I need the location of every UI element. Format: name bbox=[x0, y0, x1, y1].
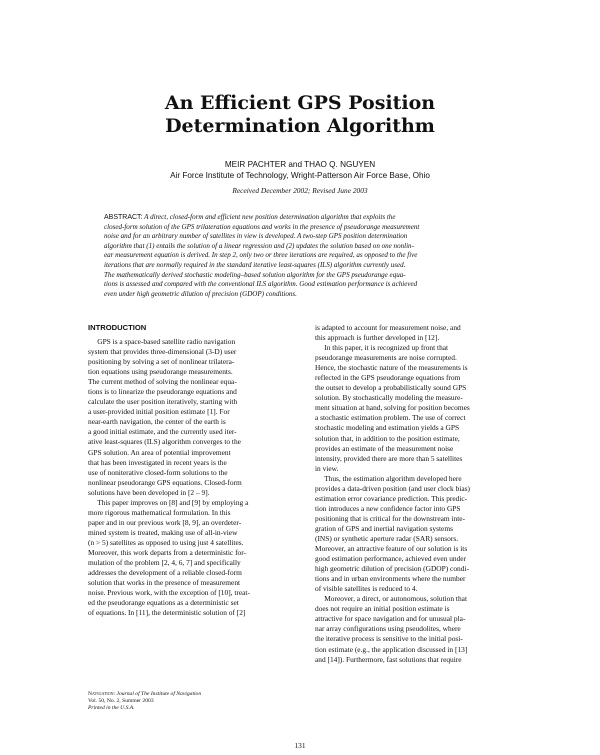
body-text-line: mined system is treated, making use of all-in-view bbox=[88, 527, 238, 537]
body-text-line: paper and in our previous work [8, 9], an overdeter- bbox=[88, 517, 242, 527]
title-line: An Efficient GPS Position bbox=[164, 92, 436, 114]
abstract-line: noise and for an arbitrary number of satellites in view is developed. A two-step GPS position determination bbox=[104, 232, 408, 241]
body-text-line: attractive for space navigation and for unusual pla- bbox=[315, 614, 466, 624]
footnote-journal bbox=[88, 691, 288, 698]
body-text-line: that has been investigated in recent years is the bbox=[88, 457, 227, 467]
body-text-line: tions and in urban environments where the number bbox=[315, 574, 466, 584]
body-text-line: (n > 5) satellites as opposed to using just 4 satellites. bbox=[88, 537, 244, 547]
received-dates: Received December 2002; Revised June 2003 bbox=[232, 186, 368, 195]
abstract-line: closed-form solution of the GPS trilateration equations and works in the presence of pseudorange measurement bbox=[104, 222, 420, 231]
body-text-line: solution. By stochastically modeling the measure- bbox=[315, 393, 463, 403]
body-text-line: solution that works in the presence of measurement bbox=[88, 578, 241, 588]
body-text-line: ative least-squares (ILS) algorithm converges to the bbox=[88, 437, 241, 447]
body-text-line: near-earth navigation, the center of the earth is bbox=[88, 417, 226, 427]
body-text-line: reflected in the GPS pseudorange equations from bbox=[315, 373, 461, 383]
body-text-line: GPS solution. An area of potential improvement bbox=[88, 447, 231, 457]
body-text-line: a good initial estimate, and the currently used iter- bbox=[88, 427, 237, 437]
body-text-line: high geometric dilution of precision (GDOP) condi- bbox=[315, 564, 469, 574]
body-text-line: system that provides three-dimensional (3-D) user bbox=[88, 347, 237, 357]
footnote-volume: Vol. 50, No. 2, Summer 2003 bbox=[88, 698, 154, 705]
journal-footnote bbox=[88, 691, 288, 713]
body-text-line: gration of GPS and inertial navigation systems bbox=[315, 523, 453, 533]
abstract-line-text: A direct, closed-form and efficient new position determination algorithm that exploits the bbox=[142, 213, 396, 221]
footnote-printed: Printed in the U.S.A. bbox=[88, 705, 135, 712]
body-text-line: a user-provided initial position estimate [1]. For bbox=[88, 407, 230, 417]
body-text-line: use of noniterative closed-form solutions to the bbox=[88, 467, 228, 477]
author-block bbox=[0, 159, 600, 181]
body-text-line: nar array configurations using pseudolites, where bbox=[315, 624, 461, 634]
abstract bbox=[104, 213, 494, 299]
body-text-line: solution that, in addition to the position estimate, bbox=[315, 433, 460, 443]
body-text-line: GPS is a space-based satellite radio navigation bbox=[88, 337, 236, 346]
body-text-line: stochastic modeling and estimation yields a GPS bbox=[315, 423, 460, 433]
abstract-line: algorithm that (1) entails the solution of a linear regression and (2) updates the solution based on one nonlin- bbox=[104, 241, 414, 250]
abstract-line: ear measurement equation is derived. In step 2, only two or three iterations are required, as opposed to the five bbox=[104, 251, 418, 260]
body-text-line: and [14]). Furthermore, fast solutions that require bbox=[315, 654, 462, 664]
page-number: 131 bbox=[294, 741, 306, 750]
paper-title bbox=[0, 92, 600, 138]
body-text-line: tion estimate (e.g., the application discussed in [13] bbox=[315, 644, 468, 654]
footnote-journal-name: Journal of The Institute of Navigation bbox=[115, 691, 202, 697]
body-text-line: Moreover, this work departs from a deterministic for- bbox=[88, 547, 246, 557]
body-text-line: mulation of the problem [2, 4, 6, 7] and specifically bbox=[88, 558, 241, 568]
body-text-line: (INS) or synthetic aperture radar (SAR) sensors. bbox=[315, 533, 459, 543]
title-line: Determination Algorithm bbox=[165, 115, 435, 137]
body-text-line: estimation error covariance prediction. This predic- bbox=[315, 493, 468, 503]
body-text-line: calculate the user position iteratively, starting with bbox=[88, 397, 238, 407]
body-text-line: of visible satellites is reduced to 4. bbox=[315, 584, 418, 594]
abstract-line: iterations that are normally required in the standard iterative least-squares (ILS) algorithm currently used. bbox=[104, 260, 406, 269]
body-text-line: tions is to linearize the pseudorange equations and bbox=[88, 387, 237, 397]
abstract-label: ABSTRACT: bbox=[104, 214, 143, 221]
left-column-body bbox=[88, 337, 299, 618]
body-text-line: positioning by solving a set of nonlinear trilatera- bbox=[88, 357, 235, 367]
body-text-line: good estimation performance, achieved even under bbox=[315, 554, 467, 564]
body-text-line: a stochastic estimation problem. The use of correct bbox=[315, 413, 466, 423]
body-text-line: positioning that is critical for the downstream inte- bbox=[315, 513, 466, 523]
left-column bbox=[88, 323, 299, 618]
body-text-line: this approach is further developed in [12]. bbox=[315, 333, 440, 343]
abstract-line: The mathematically derived stochastic modeling–based solution algorithm for the GPS pseudorange equa- bbox=[104, 270, 406, 279]
body-text-line: intensity, provided there are more than 5 satellites bbox=[315, 453, 463, 463]
body-text-line: Moreover, a direct, or autonomous, solution that bbox=[315, 594, 468, 604]
body-text-line: the iterative process is sensitive to the initial posi- bbox=[315, 634, 463, 644]
body-text-line: the outset to develop a probabilistically sound GPS bbox=[315, 383, 467, 393]
body-text-line: noise. Previous work, with the exception of [10], treat- bbox=[88, 588, 250, 598]
body-text-line: nonlinear pseudorange GPS equations. Closed-form bbox=[88, 477, 242, 487]
body-text-line: This paper improves on [8] and [9] by employing a bbox=[88, 497, 249, 507]
body-text-line: The current method of solving the nonlinear equa- bbox=[88, 377, 237, 387]
body-text-line: ment situation at hand, solving for position becomes bbox=[315, 403, 470, 413]
body-text-line: provides a data-driven position (and user clock bias) bbox=[315, 483, 470, 493]
right-column-body bbox=[315, 323, 523, 665]
body-text-line: ed the pseudorange equations as a deterministic set bbox=[88, 598, 239, 608]
body-text-line: is adapted to account for measurement noise, and bbox=[315, 323, 461, 332]
body-text-line: solutions have been developed in [2 – 9]. bbox=[88, 487, 210, 497]
body-text-line: tion introduces a new confidence factor into GPS bbox=[315, 503, 461, 513]
body-text-line: addresses the development of a reliable closed-form bbox=[88, 568, 242, 578]
body-text-line: in view. bbox=[315, 463, 339, 473]
body-text-line: In this paper, it is recognized up front that bbox=[315, 343, 449, 353]
body-text-line: pseudorange measurements are noise corrupted. bbox=[315, 353, 457, 363]
body-text-line: more rigorous mathematical formulation. In this bbox=[88, 507, 231, 517]
author-affiliation: Air Force Institute of Technology, Wright-Patterson Air Force Base, Ohio bbox=[170, 171, 430, 180]
right-column bbox=[315, 323, 523, 665]
abstract-line bbox=[104, 213, 494, 223]
body-text-line: does not require an initial position estimate is bbox=[315, 604, 450, 614]
footnote-prefix: Navigation: bbox=[88, 691, 116, 697]
author-names: MEIR PACHTER and THAO Q. NGUYEN bbox=[224, 160, 376, 169]
body-text-line: tion equations using pseudorange measurements. bbox=[88, 367, 233, 377]
abstract-line: tions is assessed and compared with the conventional ILS algorithm. Good estimation performance is achieved bbox=[104, 280, 418, 289]
body-text-line: Hence, the stochastic nature of the measurements is bbox=[315, 363, 468, 373]
body-text-line: of equations. In [11], the deterministic solution of [2] bbox=[88, 608, 246, 618]
body-text-line: Thus, the estimation algorithm developed here bbox=[315, 473, 462, 483]
abstract-line: even under high geometric dilution of precision (GDOP) conditions. bbox=[104, 289, 297, 298]
body-text-line: provides an estimate of the measurement noise bbox=[315, 443, 454, 453]
section-heading: INTRODUCTION bbox=[88, 323, 147, 332]
body-text-line: Moreover, an attractive feature of our solution is its bbox=[315, 544, 468, 554]
